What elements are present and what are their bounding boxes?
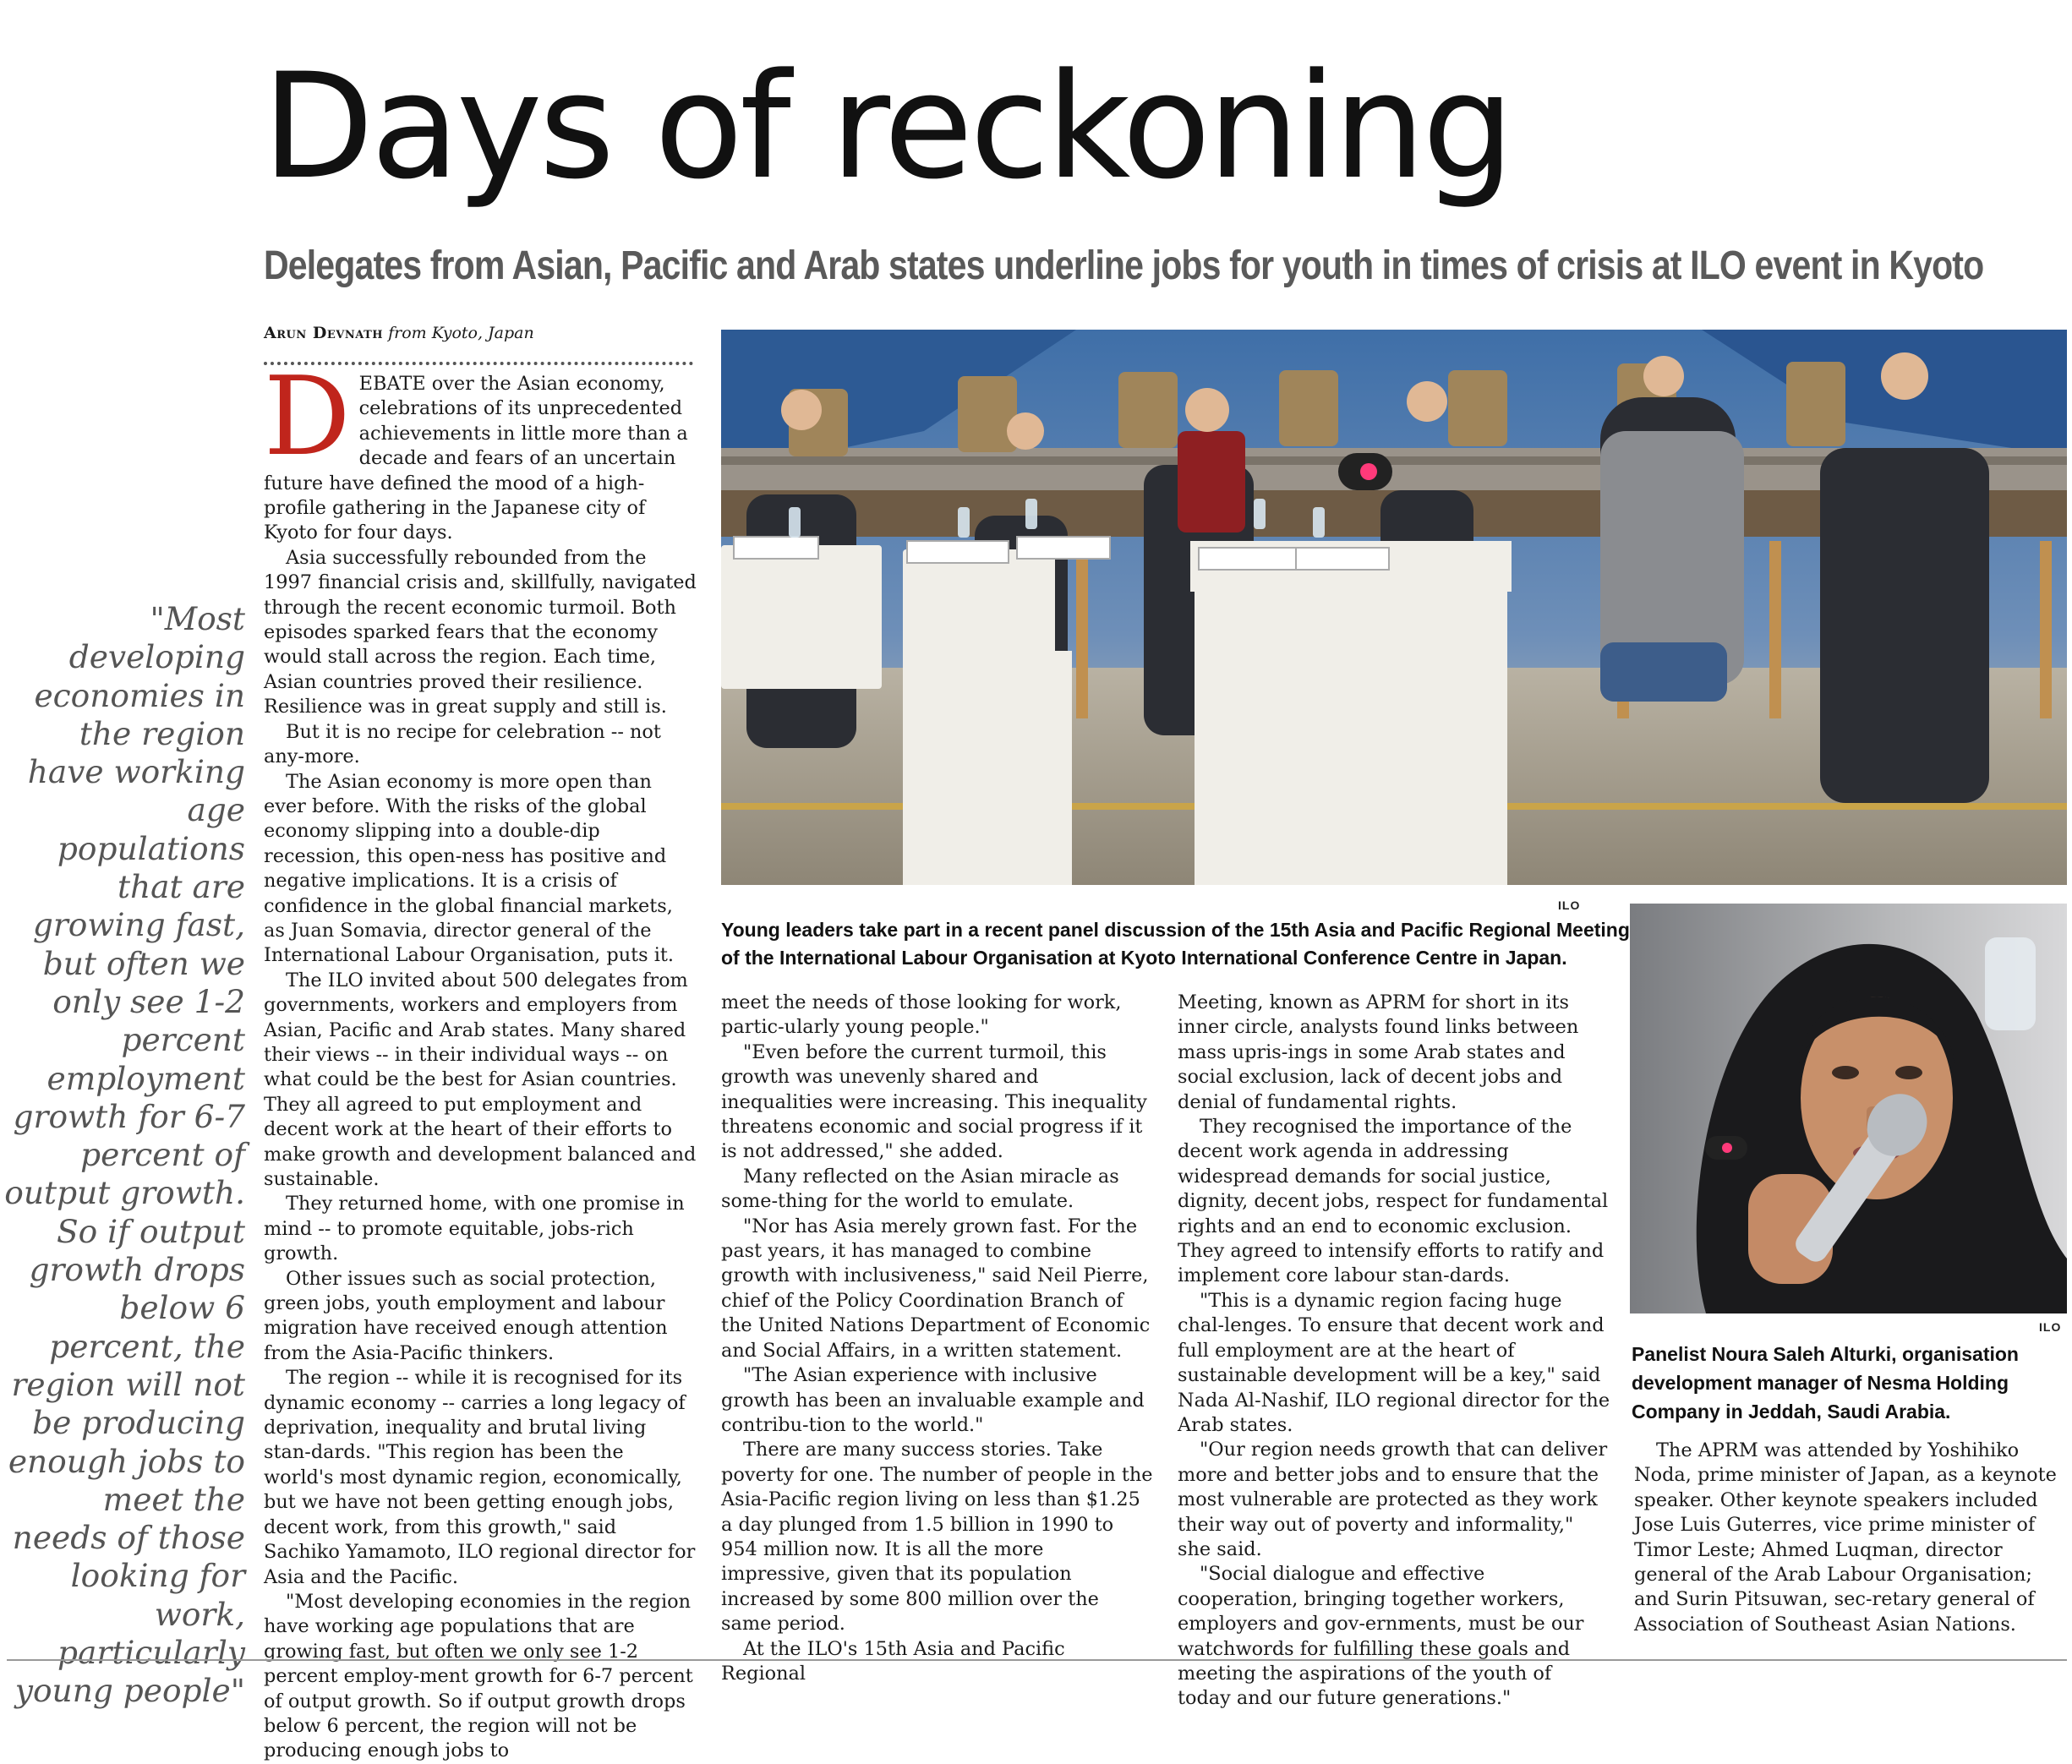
article-paragraph: The region -- while it is recognised for its dynamic economy -- carries a long legacy of deprivation, inequality and brutal living stan-dards. "This region has been the world's most dynamic region, economically, but we have not been getting enough jobs, decent work, from this growth," said Sachiko Yamamoto, ILO regional director for Asia and the Pacific. xyxy=(264,1367,696,1588)
panel-discussion-photo xyxy=(721,330,2067,885)
article-paragraph: The Asian economy is more open than ever before. With the risks of the global economy slipping into a double-dip recession, this open-ness has positive and negative implications. It is a crisis of confidence in the global financial markets, as Juan Somavia, director general of the International Labour Organisation, puts it. xyxy=(264,770,675,967)
article-paragraph: "The Asian experience with inclusive growth has been an invaluable example and contribu-tion to the world." xyxy=(721,1364,1145,1436)
article-paragraph: The ILO invited about 500 delegates from governments, workers and employers from Asian, Pacific and Arab states. Many shared their views -- in their individual ways -- on what could be the best for Asian countries. They all agreed to put employment and decent work at the heart of their efforts to make growth and development balanced and sustainable. xyxy=(264,969,697,1190)
article-paragraph: meet the needs of those looking for work, partic-ularly young people." xyxy=(721,991,1122,1039)
portrait-illustration xyxy=(1630,904,2067,1313)
camera-lens-icon xyxy=(1705,1136,1747,1160)
article-paragraph: At the ILO's 15th Asia and Pacific Regional xyxy=(721,1637,1065,1685)
article-paragraph: Many reflected on the Asian miracle as some-thing for the world to emulate. xyxy=(721,1165,1119,1213)
photo-credit: ILO xyxy=(1558,898,1581,912)
article-paragraph: "Our region needs growth that can deliver more and better jobs and to ensure that the most vulnerable are protected as they work their way out of poverty and informality," she said. xyxy=(1178,1439,1608,1560)
photo-caption: Young leaders take part in a recent panel discussion of the 15th Asia and Pacific Regional Meeting of the International Labour Organisation at Kyoto International Conference Centre in Japan. xyxy=(721,919,1630,969)
portrait-photo-credit: ILO xyxy=(2039,1320,2062,1334)
article-paragraph: "Nor has Asia merely grown fast. For the past years, it has managed to combine growth with inclusiveness," said Neil Pierre, chief of the Policy Coordination Branch of the United Nations Department of Economic and Social Affairs, in a written statement. xyxy=(721,1215,1151,1362)
byline-author: Arun Devnath xyxy=(264,324,384,342)
article-paragraph: Asia successfully rebounded from the 1997 financial crisis and, skillfully, navigated through the recent economic turmoil. Both episodes sparked fears that the economy would stall across the region. Each time, Asian countries proved their resilience. Resilience was in great supply and still is. xyxy=(264,546,697,718)
article-column-1 xyxy=(264,354,697,1764)
headline: Days of reckoning xyxy=(262,41,1512,211)
article-paragraph: They returned home, with one promise in mind -- to promote equitable, jobs-rich growth. xyxy=(264,1193,685,1265)
article-paragraph: "Social dialogue and effective cooperation, bringing together workers, employers and gov-ernments, must be our watchwords for fulfilling these goals and meeting the aspirations of the youth of today and our future generations." xyxy=(1178,1563,1584,1710)
article-paragraph: They recognised the importance of the decent work agenda in addressing widespread demands for social justice, dignity, decent jobs, respect for fundamental rights and an end to economic exclusion. They agreed to intensify efforts to ratify and implement core labour stan-dards. xyxy=(1178,1116,1609,1287)
camera-lens-icon xyxy=(1338,453,1392,490)
article-column-4 xyxy=(1634,1439,2067,1637)
panelist-portrait-photo xyxy=(1630,904,2067,1313)
article-column-2 xyxy=(721,991,1154,1686)
article-column-3 xyxy=(1178,991,1610,1712)
article-paragraph: "Even before the current turmoil, this growth was unevenly shared and inequalities were increasing. This inequality threatens economic and social progress if it is not addressed," she added. xyxy=(721,1040,1147,1163)
byline xyxy=(264,323,534,343)
byline-location: from Kyoto, Japan xyxy=(388,324,534,342)
article-paragraph: There are many success stories. Take poverty for one. The number of people in the Asia-Pacific region living on less than $1.25 a day plunged from 1.5 billion in 1990 to 954 million now. It is all the more impressive, given that its population increased by some 800 million over the same period. xyxy=(721,1439,1153,1636)
article-paragraph: "Most developing economies in the region have working age populations that are growing fast, but often we only see 1-2 percent employ-ment growth for 6-7 percent of output growth. So if output growth drops below 6 percent, the region will not be producing enough jobs to xyxy=(264,1590,693,1762)
pull-quote: "Most developing economies in the region have working age populations that are growing fast, but often we only see 1-2 percent employment growth for 6-7 percent of output growth. So if output growth drops below 6 percent, the region will not be producing enough jobs to meet the needs of those looking for work, particularly young people" xyxy=(4,600,245,1710)
page-bottom-rule xyxy=(7,1659,2067,1661)
article-paragraph: The APRM was attended by Yoshihiko Noda, prime minister of Japan, as a keynote speaker. Other keynote speakers included Jose Luis Guterres, vice prime minister of Timor Leste; Ahmed Luqman, director general of the Arab Labour Organisation; and Surin Pitsuwan, sec-retary general of Association of Southeast Asian Nations. xyxy=(1634,1439,2057,1636)
subheadline: Delegates from Asian, Pacific and Arab states underline jobs for youth in times of crisis at ILO event in Kyoto xyxy=(264,243,1984,288)
panel-photo-illustration xyxy=(721,330,2067,885)
article-paragraph: Meeting, known as APRM for short in its inner circle, analysts found links between mass upris-ings in some Arab states and social exclusion, lack of decent jobs and denial of fundamental rights. xyxy=(1178,991,1579,1113)
portrait-caption: Panelist Noura Saleh Alturki, organisation development manager of Nesma Holding Company in Jeddah, Saudi Arabia. xyxy=(1632,1343,2019,1423)
article-paragraph: Other issues such as social protection, green jobs, youth employment and labour migration have received enough attention from the Asia-Pacific thinkers. xyxy=(264,1267,668,1364)
drop-cap: D xyxy=(264,354,351,480)
article-paragraph: "This is a dynamic region facing huge chal-lenges. To ensure that decent work and full employment are at the heart of sustainable development will be a key," said Nada Al-Nashif, ILO regional director for the Arab states. xyxy=(1178,1289,1610,1436)
article-paragraph: EBATE over the Asian economy, celebrations of its unprecedented achievements in little more than a decade and fears of an uncertain future have defined the mood of a high-profile gathering in the Japanese city of Kyoto for four days. xyxy=(264,373,688,544)
article-paragraph: But it is no recipe for celebration -- not any-more. xyxy=(264,720,661,768)
